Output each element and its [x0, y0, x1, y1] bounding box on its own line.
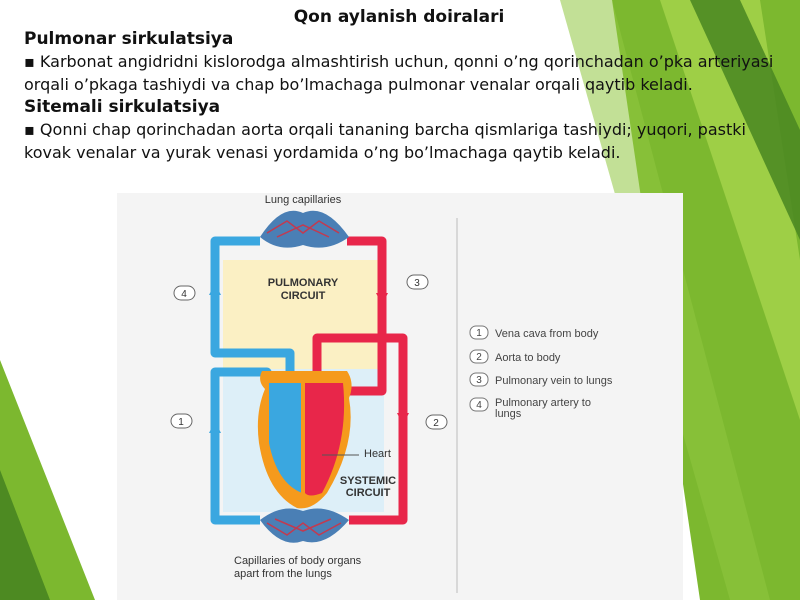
slide-title: Qon aylanish doiralari [293, 7, 505, 27]
circulation-diagram [117, 193, 683, 600]
marker-4 [174, 286, 195, 300]
marker-2-number: 2 [433, 418, 439, 429]
legend-4-text-line2: lungs [495, 408, 522, 420]
systemic-circuit-label-2: CIRCUIT [345, 487, 391, 499]
legend-3-number: 3 [476, 375, 482, 386]
legend-item-2 [470, 350, 561, 364]
section-text-systemic: ▪ Qonni chap qorinchadan aorta orqali tananing barcha qismlariga tashiydi; yuqori, pastki kovak venalar va yurak venasi yordamida o’ng bo’lmachaga qaytib keladi. [24, 120, 746, 162]
marker-3 [407, 275, 428, 289]
marker-3-number: 3 [414, 278, 420, 289]
marker-1 [171, 414, 192, 428]
legend-2-text: Aorta to body [495, 352, 561, 364]
pulmonary-circuit-label-1: PULMONARY [267, 277, 339, 289]
heart-label: Heart [364, 448, 391, 460]
legend-1-text: Vena cava from body [495, 328, 599, 340]
legend-1-number: 1 [476, 328, 482, 339]
section-text-pulmonary: ▪ Karbonat angidridni kislorodga almashtirish uchun, qonni o’ng qorinchadan o’pka arteriyasi orqali o’pkaga tashiydi va chap bo’lmachaga pulmonar venalar orqali qaytib keladi. [24, 52, 774, 94]
systemic-circuit-label-1: SYSTEMIC [339, 475, 397, 487]
legend-4-text-line1: Pulmonary artery to [495, 397, 591, 409]
legend-3-text: Pulmonary vein to lungs [495, 375, 613, 387]
section-heading-systemic: Sitemali sirkulatsiya [24, 97, 221, 117]
marker-1-number: 1 [178, 417, 184, 428]
body-capillaries-label-1: Capillaries of body organs [234, 555, 362, 567]
legend-4-number: 4 [476, 400, 482, 411]
marker-4-number: 4 [181, 289, 187, 300]
section-heading-pulmonary: Pulmonar sirkulatsiya [24, 29, 234, 49]
pulmonary-circuit-label-2: CIRCUIT [280, 290, 326, 302]
body-capillaries-label-2: apart from the lungs [234, 568, 332, 580]
slide-text-block [24, 6, 774, 164]
marker-2 [426, 415, 447, 429]
lung-capillaries-label: Lung capillaries [264, 194, 342, 206]
legend-2-number: 2 [476, 352, 482, 363]
